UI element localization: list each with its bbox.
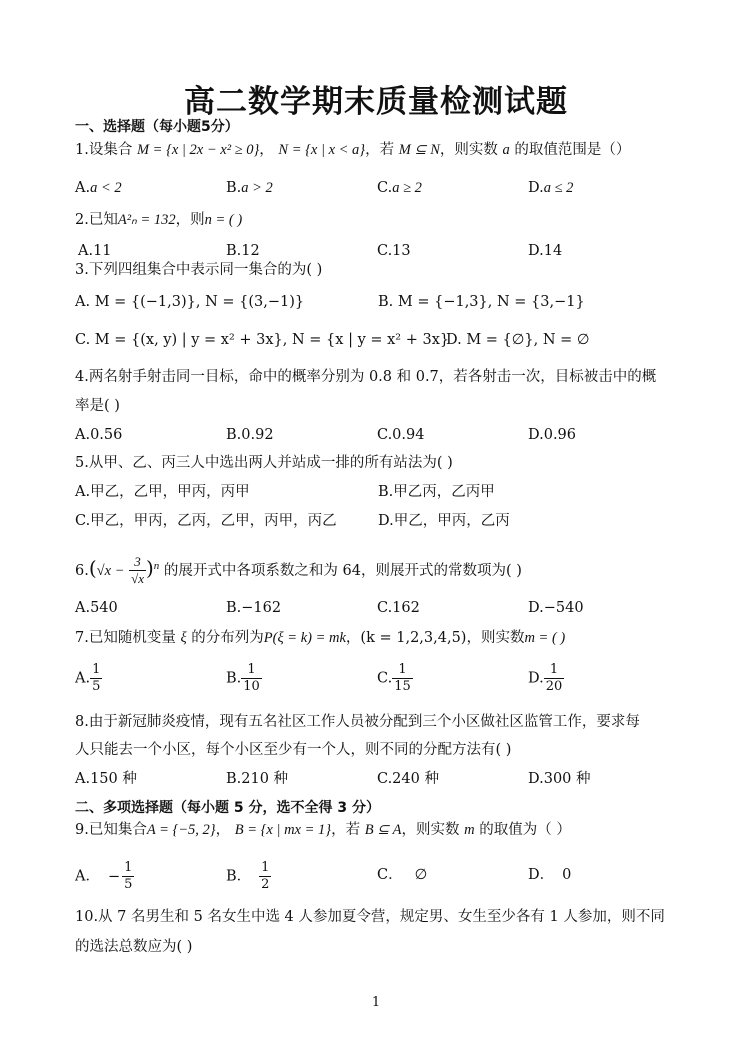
q9-condition: B ⊆ A [364, 822, 402, 838]
q1-prefix: 1.设集合 [75, 142, 133, 158]
q4-option-d: D.0.96 [528, 427, 577, 443]
q1-option-d: D.a ≤ 2 [528, 180, 574, 196]
q5-option-d: D.甲乙，甲丙，乙丙 [378, 513, 510, 529]
q1-variable: a [502, 142, 510, 158]
q8-option-a: A.150 种 [75, 771, 137, 787]
q6-option-a: A.540 [75, 600, 118, 616]
q4-option-a: A.0.56 [75, 427, 123, 443]
q2-prefix: 2.已知 [75, 212, 118, 228]
q9-suffix: ，则实数 [401, 822, 460, 838]
q9-prefix: 9.已知集合 [75, 822, 147, 838]
page-title: 高二数学期末质量检测试题 [184, 84, 568, 120]
question-3: 3.下列四组集合中表示同一集合的为( ) [75, 262, 323, 278]
question-4-line-2: 率是( ) [75, 398, 120, 414]
q9-option-b: B． $\frac{1}{2}$ [226, 860, 270, 892]
q1-mid: ，若 [365, 142, 395, 158]
q9-option-a: A． − $\frac{1}{5}$ [75, 860, 133, 892]
q6-text: 的展开式中各项系数之和为 64，则展开式的常数项为( ) [163, 562, 522, 579]
q2-option-b: B.12 [226, 243, 260, 259]
q9-end: 的取值为（ ） [474, 822, 571, 838]
question-9: 9.已知集合A = {−5, 2}， B = {x | mx = 1}，若 B ⊆ A，则实数 m 的取值为（ ） [75, 822, 571, 838]
q5-option-a: A.甲乙，乙甲，甲丙，丙甲 [75, 484, 250, 500]
question-10-line-2: 的选法总数应为( ) [75, 939, 193, 955]
q6-expr-left: √x − [96, 562, 125, 579]
q6-option-c: C.162 [377, 600, 420, 616]
q7-expression: P(ξ = k) = mk [263, 630, 346, 646]
q3-option-d: D. M = {∅}, N = ∅ [446, 332, 590, 348]
section-heading-1: 一、选择题（每小题5分） [75, 119, 239, 135]
q3-option-a: A. M = {(−1,3)}, N = {(3,−1)} [75, 294, 305, 310]
q2-suffix: ，则 [175, 212, 205, 228]
question-7 [75, 628, 565, 648]
q7-option-b: B. $\frac{1}{10}$ [226, 662, 260, 694]
q9-set-b: B = {x | mx = 1} [234, 822, 332, 838]
q3-option-c: C. M = {(x, y) | y = x² + 3x}, N = {x | y = x² + 3x} [75, 332, 450, 348]
q9-option-d: D． 0 [528, 867, 572, 883]
question-1: 1.设集合 M = {x | 2x − x² ≥ 0}， N = {x | x < a}，若 M ⊆ N，则实数 a 的取值范围是（） [75, 142, 631, 158]
q1-set-m: M = {x | 2x − x² ≥ 0} [136, 142, 260, 158]
q1-condition: M ⊆ N [398, 142, 440, 158]
question-6: 6.(√x − $\frac{3}{√x}$ )$^n$ 的展开式中各项系数之和为 64，则展开式的常数项为( ) [75, 554, 522, 587]
q9-variable: m [464, 822, 475, 838]
q1-option-a: A.a < 2 [75, 180, 122, 196]
question-2 [75, 210, 242, 230]
q4-option-b: B.0.92 [226, 427, 274, 443]
q7-ask: m = ( ) [524, 630, 566, 646]
q5-option-b: B.甲乙丙，乙丙甲 [378, 484, 495, 500]
q9-set-a: A = {−5, 2} [146, 822, 216, 838]
q7-option-d: D. $\frac{1}{20}$ [528, 662, 563, 694]
question-4-line-1: 4.两名射手射击同一目标，命中的概率分别为 0.8 和 0.7，若各射击一次，目标被击中的概 [75, 369, 657, 385]
q6-fraction: $\frac{3}{√x}$ [131, 554, 144, 587]
q1-option-c: C.a ≥ 2 [377, 180, 422, 196]
q6-option-b: B.−162 [226, 600, 282, 616]
question-8-line-2: 人只能去一个小区，每个小区至少有一个人，则不同的分配方法有( ) [75, 742, 512, 758]
q2-option-d: D.14 [528, 243, 563, 259]
q6-exponent: n [153, 560, 160, 572]
q8-option-d: D.300 种 [528, 771, 591, 787]
q7-range: ，(k = 1,2,3,4,5) [345, 630, 467, 646]
q6-option-d: D.−540 [528, 600, 584, 616]
q2-option-a: A.11 [78, 243, 112, 259]
question-8-line-1: 8.由于新冠肺炎疫情，现有五名社区工作人员被分配到三个小区做社区监管工作，要求每 [75, 714, 640, 730]
q1-end: 的取值范围是（） [509, 142, 631, 158]
q2-expression: A²ₙ = 132 [117, 212, 176, 228]
question-5: 5.从甲、乙、丙三人中选出两人并站成一排的所有站法为( ) [75, 455, 453, 471]
q2-option-c: C.13 [377, 243, 411, 259]
q3-option-b: B. M = {−1,3}, N = {3,−1} [378, 294, 585, 310]
q7-suffix: ，则实数 [466, 630, 525, 646]
q1-set-n: N = {x | x < a} [278, 142, 366, 158]
q4-option-c: C.0.94 [377, 427, 425, 443]
q1-suffix: ，则实数 [439, 142, 498, 158]
section-heading-2: 二、多项选择题（每小题 5 分，选不全得 3 分） [75, 800, 380, 816]
q7-mid: 的分布列为 [191, 630, 264, 646]
q8-option-c: C.240 种 [377, 771, 439, 787]
q8-option-b: B.210 种 [226, 771, 289, 787]
q7-option-c: C. $\frac{1}{15}$ [377, 662, 411, 694]
q2-ask: n = ( ) [204, 212, 243, 228]
q9-mid: ，若 [331, 822, 361, 838]
q1-option-b: B.a > 2 [226, 180, 273, 196]
page-number: 1 [371, 995, 381, 1010]
q7-prefix: 7.已知随机变量 [75, 630, 176, 646]
question-10-line-1: 10.从 7 名男生和 5 名女生中选 4 人参加夏令营，规定男、女生至少各有 1 人参加，则不同 [75, 909, 665, 925]
q5-option-c: C.甲乙，甲丙，乙丙，乙甲，丙甲，丙乙 [75, 513, 337, 529]
q7-xi: ξ [180, 630, 187, 646]
q6-number: 6. [75, 562, 89, 579]
q7-option-a: A. $\frac{1}{5}$ [75, 662, 101, 694]
q9-option-c: C． ∅ [377, 867, 428, 883]
